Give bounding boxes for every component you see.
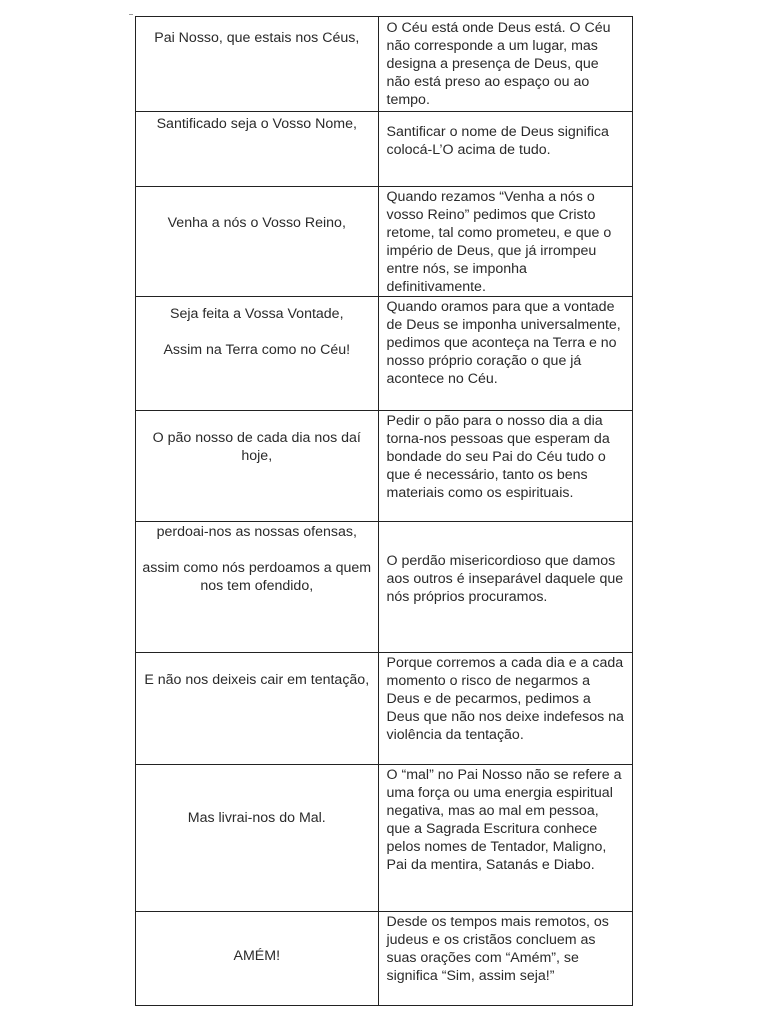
- prayer-line: Mas livrai-nos do Mal.: [187, 810, 326, 826]
- prayer-line: O pão nosso de cada dia nos daí hoje,: [152, 430, 361, 464]
- prayer-line: Pai Nosso, que estais nos Céus,: [154, 30, 360, 46]
- table-row: [136, 765, 633, 912]
- explanation-text: Pedir o pão para o nosso dia a dia torna-nos pessoas que esperam da bondade do seu Pai do Céu tudo o que é necessário, tanto os bens materiais como os espirituais.: [386, 413, 610, 501]
- explanation-cell: [379, 17, 633, 111]
- explanation-cell: [379, 112, 633, 186]
- explanation-cell: [379, 765, 633, 911]
- explanation-text: O Céu está onde Deus está. O Céu não corresponde a um lugar, mas designa a presença de Deus, que não está preso ao espaço ou ao tempo.: [386, 20, 611, 108]
- prayer-line: perdoai-nos as nossas ofensas,: [156, 524, 357, 540]
- prayer-line-cell: [136, 912, 379, 1005]
- explanation-cell: [379, 912, 633, 1005]
- table-row: [136, 17, 633, 112]
- prayer-line: AMÉM!: [233, 948, 281, 964]
- prayer-table: [135, 16, 633, 1006]
- prayer-line-cell: [136, 522, 379, 652]
- prayer-line: Seja feita a Vossa Vontade,: [169, 306, 344, 322]
- prayer-line-cell: [136, 411, 379, 521]
- prayer-line: E não nos deixeis cair em tentação,: [144, 672, 370, 688]
- explanation-text: Quando rezamos “Venha a nós o vosso Reino” pedimos que Cristo retome, tal como prometeu, e que o império de Deus, que já irrompeu entre nós, se imponha definitivamente.: [386, 189, 612, 295]
- explanation-text: O “mal” no Pai Nosso não se refere a uma força ou uma energia espiritual negativa, mas ao mal em pessoa, que a Sagrada Escritura conhece pelos nomes de Tentador, Maligno, Pai da mentira, Satanás e Diabo.: [386, 767, 622, 873]
- prayer-line: assim como nós perdoamos a quem nos tem ofendido,: [142, 560, 372, 594]
- explanation-text: Desde os tempos mais remotos, os judeus e os cristãos concluem as suas orações com “Amém”, se significa “Sim, assim seja!”: [386, 914, 609, 984]
- explanation-cell: [379, 653, 633, 764]
- table-row: [136, 411, 633, 522]
- explanation-cell: [379, 522, 633, 652]
- table-row: [136, 112, 633, 187]
- prayer-line: Venha a nós o Vosso Reino,: [167, 215, 346, 231]
- prayer-line-cell: [136, 187, 379, 296]
- prayer-line-cell: [136, 17, 379, 111]
- table-row: [136, 912, 633, 1006]
- table-row: [136, 297, 633, 411]
- explanation-cell: [379, 187, 633, 296]
- table-row: [136, 187, 633, 297]
- explanation-text: Santificar o nome de Deus significa colocá-L’O acima de tudo.: [386, 124, 609, 158]
- prayer-line-cell: [136, 653, 379, 764]
- table-row: [136, 522, 633, 653]
- corner-mark: [129, 14, 133, 15]
- prayer-line-cell: [136, 297, 379, 410]
- prayer-line: Santificado seja o Vosso Nome,: [156, 116, 357, 132]
- explanation-cell: [379, 297, 633, 410]
- explanation-text: O perdão misericordioso que damos aos outros é inseparável daquele que nós próprios procuramos.: [386, 553, 624, 605]
- explanation-cell: [379, 411, 633, 521]
- table-row: [136, 653, 633, 765]
- explanation-text: Porque corremos a cada dia e a cada momento o risco de negarmos a Deus e de pecarmos, pedimos a Deus que não nos deixe indefesos na violência da tentação.: [386, 655, 624, 743]
- prayer-line-cell: [136, 765, 379, 911]
- explanation-text: Quando oramos para que a vontade de Deus se imponha universalmente, pedimos que aconteça na Terra e no nosso próprio coração o que já acontece no Céu.: [386, 299, 621, 387]
- prayer-line: Assim na Terra como no Céu!: [163, 342, 351, 358]
- prayer-line-cell: [136, 112, 379, 186]
